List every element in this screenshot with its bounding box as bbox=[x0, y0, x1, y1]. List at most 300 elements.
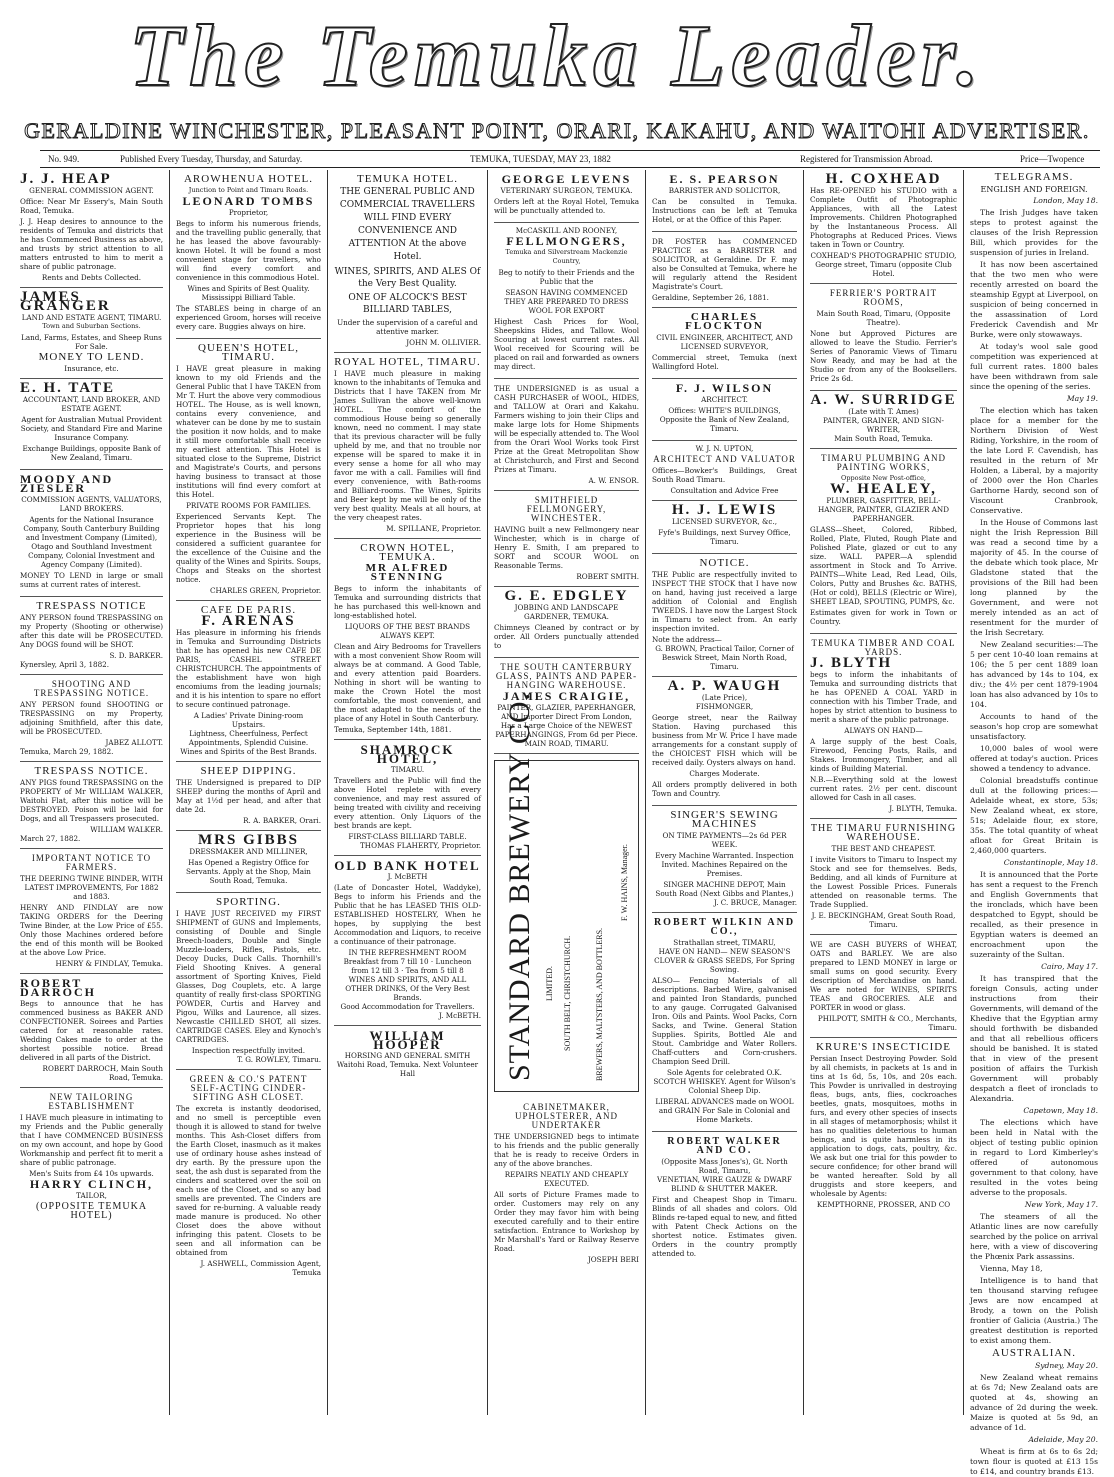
ad-signature: JABEZ ALLOTT. bbox=[105, 738, 163, 747]
ad-title: PAINTER, GRAINER, AND SIGN-WRITER, bbox=[823, 416, 944, 434]
ad-title: FISHMONGER, bbox=[695, 702, 754, 711]
ad-title: LICENSED SURVEYOR, &c., bbox=[671, 517, 778, 526]
ad-ash-closet bbox=[176, 1070, 321, 1282]
ad-body: HAVING built a new Fellmongery near Winchester, which is in charge of Henry E. Smith, I am prepared to SORT and SCOUR WOOL on Reasonable Terms. bbox=[494, 525, 639, 570]
ad-wines: Wines and Spirits of the Best Brands. bbox=[180, 747, 317, 756]
ad-footer: Geraldine, September 26, 1881. bbox=[652, 293, 769, 302]
ad-signature: J. C. BRUCE, Manager. bbox=[713, 898, 797, 907]
telegram-paragraph: New Zealand wheat remains at 6s 7d; New Zealand oats are quoted at 4s, showing an advance of 2d during the week. Maize is quoted at 5s 9d, an advance of 1d. bbox=[970, 1373, 1098, 1432]
ad-body: THE Public are respectfully invited to INSPECT THE STOCK that I have now on hand, having just received a large addition of Colonial and English TWEEDS. I have now the Largest Stock in Timaru to select from. An early inspection invited. bbox=[652, 570, 797, 633]
ad-name: H. J. LEWIS bbox=[671, 502, 778, 518]
ad-title: VETERINARY SURGEON, TEMUKA. bbox=[500, 186, 633, 195]
ad-title: COMMISSION AGENTS, VALUATORS, LAND BROKERS. bbox=[21, 495, 162, 513]
column-5 bbox=[646, 170, 804, 1415]
telegram-paragraph: May 19. bbox=[1066, 394, 1098, 403]
ad-body: Land, Farms, Estates, and Sheep Runs For Sale. bbox=[21, 333, 162, 351]
ad-cafe-de-paris bbox=[176, 601, 321, 762]
ad-title: LAND AND ESTATE AGENT, TIMARU. bbox=[21, 313, 162, 322]
ad-signature: PHILPOTT, SMITH & CO., Merchants, Timaru. bbox=[817, 1014, 957, 1032]
ad-body: J. J. Heap desires to announce to the residents of Temuka and districts that he has Commenced Business as above, and trusts by strict attention to all matters entrusted to him to merit a share of public patronage. bbox=[20, 217, 163, 271]
ad-name: G. E. EDGLEY bbox=[504, 588, 629, 604]
ad-studio: COXHEAD'S PHOTOGRAPHIC STUDIO, bbox=[810, 251, 957, 260]
telegram-paragraph: New Zealand securities:—The 5 per cent 10-40 loan remains at 106; the 5 per cent 1889 loan has advanced by 14s to 104, ex div.; the 4½ per cent 1879-1904 loan has also advanced by 10s to 104. bbox=[970, 640, 1098, 709]
ad-body: THE GENERAL PUBLIC AND COMMERCIAL TRAVELLERS WILL FIND EVERY CONVENIENCE AND ATTENTION At the above Hotel. bbox=[339, 187, 476, 262]
ad-billiard: ONE OF ALCOCK'S BEST BILLIARD TABLES, bbox=[348, 293, 467, 315]
ad-footer: Temuka, September 14th, 1881. bbox=[334, 725, 452, 734]
ad-name: W. HEALEY, bbox=[830, 481, 937, 497]
ad-hooper bbox=[334, 1026, 481, 1083]
ad-old-bank-hotel bbox=[334, 856, 481, 1026]
ad-body: ALSO— Fencing Materials of all descriptions. Barbed Wire, galvanised and painted Iron Standards, punched to any gauge. Corrugated Galvanised Iron. Oils and Paints. Wool Packs, Corn Sacks, and Twine. General Station Supplies. Spirits, Bottled Ale and Stout. Cambridge and Water Rollers. Chaff-cutters and Corn-crushers. Champion Seed Drill. bbox=[652, 976, 797, 1066]
ad-name: SHAMROCK HOTEL, bbox=[360, 742, 455, 766]
ad-heading: TIMARU PLUMBING AND PAINTING WORKS, bbox=[820, 453, 946, 472]
ad-signature: ROBERT SMITH. bbox=[576, 572, 639, 581]
ad-heading: TEMUKA HOTEL. bbox=[357, 173, 458, 185]
ad-signature: J. BLYTH, Temuka. bbox=[889, 804, 957, 813]
section-sub: ENGLISH AND FOREIGN. bbox=[980, 185, 1088, 194]
ad-philpott-smith bbox=[810, 935, 957, 1038]
ad-name: ROBERT WALKER AND CO. bbox=[667, 1136, 782, 1156]
telegram-paragraph: Adelaide, May 20. bbox=[1028, 1435, 1098, 1444]
ad-body: THE Undersigned is prepared to DIP SHEEP during the months of April and May at 1½d per head, and after that date 2d. bbox=[176, 778, 321, 814]
ad-signature: JOSEPH BERI bbox=[587, 1255, 639, 1264]
ad-body: I HAVE much pleasure in making known to the inhabitants of Temuka and Districts that I have TAKEN from Mr James Sullivan the above well-known HOTEL. The comfort of the commodious House being so generally known, need no comment. I may state that its previous character will be fully upheld by me, and that no trouble nor expense will be spared to make it in every sense a home for all who may favor me with a call. Families will find every convenience, with Bath-rooms and Billiard-rooms. The Wines, Spirits and Beer kept by me will be only of the very best quality. Meals at all hours, at the very cheapest rates. bbox=[334, 369, 481, 522]
ad-address: MAIN ROAD, TIMARU. bbox=[524, 739, 609, 748]
ad-body-2: A large supply of the best Coals, Firewood, Fencing Posts, Rails, and Stakes. Ironmongery, Timber, and all kinds of Building Material. bbox=[810, 737, 957, 773]
ad-sub: HAVE ON HAND— NEW SEASON'S CLOVER & GRASS SEEDS, For Spring Sowing. bbox=[654, 947, 795, 974]
ad-heading: THE SOUTH CANTERBURY GLASS, PAINTS AND PAPER-HANGING WAREHOUSE. bbox=[495, 662, 638, 690]
ad-heading: McCASKILL AND ROONEY, bbox=[515, 226, 618, 235]
ad-signature: M. SPILLANE, Proprietor. bbox=[386, 524, 481, 533]
ad-body: Offices—Bowker's Buildings, Great South Road Timaru. bbox=[652, 466, 797, 484]
ad-heading: SHEEP DIPPING. bbox=[200, 765, 297, 777]
ad-season: SEASON HAVING COMMENCED bbox=[505, 288, 628, 297]
ad-sheep-dipping bbox=[176, 762, 321, 831]
newspaper-title: The Temuka Leader. bbox=[129, 8, 985, 105]
ad-address: Waitohi Road, Temuka. Next Volunteer Hall bbox=[336, 1060, 479, 1078]
ad-name: F. ARENAS bbox=[201, 613, 296, 629]
ad-wilkin bbox=[652, 913, 797, 1132]
ad-body: Begs to inform the inhabitants of Temuka and surrounding districts that he has purchased this well-known and long-established hotel. bbox=[334, 584, 481, 620]
ad-heading: TRESPASS NOTICE bbox=[36, 600, 147, 612]
telegram-paragraph: Constantinople, May 18. bbox=[1003, 858, 1098, 867]
ad-lewis bbox=[652, 501, 797, 554]
ad-signature: G. BROWN, Practical Tailor, Corner of Beswick Street, Main North Road, Timaru. bbox=[655, 644, 794, 671]
ad-note: N.B.—Everything sold at the lowest current rates. 2½ per cent. discount allowed for Cash in all cases. bbox=[810, 775, 957, 802]
ad-body: THE UNDERSIGNED begs to intimate to his friends and the public generally that he is ready to receive Orders in any of the above branches. bbox=[494, 1132, 639, 1168]
ad-signature: S. D. BARKER. bbox=[109, 651, 163, 660]
ad-heading: FERRIER'S PORTRAIT ROOMS, bbox=[829, 288, 938, 307]
ad-heading: IMPORTANT NOTICE TO FARMERS. bbox=[31, 853, 152, 872]
newspaper-subtitle: GERALDINE WINCHESTER, PLEASANT POINT, ORARI, KAKAHU, AND WAITOHI ADVERTISER. bbox=[24, 118, 1090, 143]
ad-arowhenua-hotel bbox=[176, 170, 321, 339]
ad-title: CIVIL ENGINEER, ARCHITECT, AND LICENSED SURVEYOR, bbox=[656, 333, 793, 351]
ad-insecticide bbox=[810, 1038, 957, 1214]
ad-queens-hotel bbox=[176, 339, 321, 601]
ad-footer: Insurance, etc. bbox=[64, 364, 119, 373]
telegram-paragraph: It has now been ascertained that the two men who were recently arrested on board the steamship Egypt at Liverpool, on suspicion of being concerned in the assassination of Lord Frederick Cavendish and Mr Burke, were only stowaways. bbox=[970, 260, 1098, 339]
ad-stables: The STABLES being in charge of an experienced Groom, horses will receive every care. Buggies always on hire. bbox=[176, 304, 321, 331]
ad-name: FELLMONGERS, bbox=[506, 234, 627, 248]
ad-signature: KEMPTHORNE, PROSSER, AND CO bbox=[816, 1200, 951, 1209]
ad-body: I HAVE much pleasure in intimating to my Friends and the Public generally that I have COMMENCED BUSINESS on my own account, and hope by Good Workmanship and perfect fit to merit a share of public patronage. bbox=[20, 1113, 163, 1167]
telegram-paragraph: The election which has taken place for a member for the Northern Division of West Riding, Yorkshire, in the room of the late Lord F. Cavendish, has resulted in the return of Mr Holden, a Liberal, by a majority of 2000 over the Hon Charles Garthorne Hardy, second son of Viscount Cranbrook, Conservative. bbox=[970, 406, 1098, 515]
issue-date: TEMUKA, TUESDAY, MAY 23, 1882 bbox=[470, 154, 611, 164]
ad-body: GLASS—Sheet, Colored, Ribbed, Rolled, Plate, Fluted, Rough Plate and Polished Plate, glazed or cut to any size. WALL PAPER—A splendid assortment in Stock and To Arrive. PAINTS—White Lead, Red Lead, Oils, Colors, Putty and Brushes &c. BATHS, (Hot or cold), BELLS (Electric or Wire), SHEET LEAD, SPOUTING, PUMPS, &c. bbox=[810, 525, 957, 606]
ad-advances: LIBERAL ADVANCES made on WOOL and GRAIN For Sale in Colonial and Home Markets. bbox=[655, 1097, 794, 1124]
ad-name: HARRY CLINCH, bbox=[29, 1177, 154, 1191]
ad-signature: JOHN M. OLLIVIER. bbox=[406, 338, 481, 347]
ad-deering-binder bbox=[20, 849, 163, 974]
ad-wines: Wines and Spirits of Best Quality. bbox=[187, 284, 310, 293]
ad-sub: Town and Suburban Sections. bbox=[42, 322, 141, 330]
column-3 bbox=[328, 170, 488, 1415]
ad-title: GENERAL COMMISSION AGENT. bbox=[29, 186, 154, 195]
ad-body-2: Clean and Airy Bedrooms for Travellers with a most convenient Show Room will always be at command. A Good Table, and every attention paid Boarders. Nothing in short will be wanting to make the Crown Hotel the most comfortable, the most convenient, and the most adapted to the needs of the place of any Hotel in South Canterbury. bbox=[334, 642, 481, 723]
ad-footer: MONEY TO LEND in large or small sums at current rates of interest. bbox=[20, 571, 163, 589]
ad-body: Offices: WHITE'S BUILDINGS, Opposite the Bank of New Zealand, Timaru. bbox=[659, 406, 790, 433]
ad-royal-hotel bbox=[334, 353, 481, 539]
ad-heading: NOTICE. bbox=[699, 557, 750, 569]
telegram-paragraph: Capetown, May 18. bbox=[1023, 1106, 1098, 1115]
ad-name: CHARLES FLOCKTON bbox=[685, 311, 764, 332]
ad-name: MOODY AND ZIESLER bbox=[20, 472, 114, 495]
column-2 bbox=[170, 170, 328, 1415]
masthead bbox=[0, 0, 1114, 120]
ad-body: Begs to announce that he has commenced business as BAKER AND CONFECTIONER. Soirees and Parties catered for at reasonable rates. Wedding Cakes made to order at the shortest possible notice. Bread delivered in all parts of the District. bbox=[20, 999, 163, 1062]
ad-mrs-gibbs bbox=[176, 831, 321, 893]
ad-meals: Breakfast from 7 till 10 · Luncheon from 12 till 3 · Tea from 5 till 8 bbox=[343, 957, 472, 975]
ad-heading: TRESPASS NOTICE. bbox=[34, 765, 149, 777]
ad-light: Lightness, Cheerfulness, Perfect Appointments, Splendid Cuisine. bbox=[188, 729, 309, 747]
brewery-limited: LIMITED. bbox=[545, 966, 554, 1001]
ad-signature: J. ASHWELL, Commission Agent, Temuka bbox=[200, 1259, 321, 1277]
ad-footer: Kynersley, April 3, 1882. bbox=[20, 660, 110, 669]
ad-name: A. P. WAUGH bbox=[667, 678, 782, 694]
ad-heading: TEMUKA TIMBER AND COAL YARDS. bbox=[811, 638, 956, 657]
ad-heading: SMITHFIELD FELLMONGERY, WINCHESTER. bbox=[526, 495, 607, 523]
ad-title: BARRISTER AND SOLICITOR, bbox=[668, 186, 781, 195]
column-telegrams bbox=[964, 170, 1104, 1476]
ad-dining: A Ladies' Private Dining-room Upstairs. bbox=[193, 711, 304, 729]
ad-footer: Under the supervision of a careful and attentive marker. bbox=[337, 318, 478, 336]
ad-body: Begs to inform his numerous friends, and the travelling public generally, that he has leased the above favourably-known Hotel. It will be found a most convenient stage for travellers, who will find every comfort and convenience in this commodious Hotel. bbox=[176, 219, 321, 282]
ad-heading: AROWHENUA HOTEL. bbox=[183, 173, 314, 185]
ad-body: THE UNDERSIGNED is as usual a CASH PURCHASER of WOOL, HIDES, and TALLOW at Orari and Kakahu. Farmers wishing to join their Clips and make large lots for Home Shipments will be especially attended to. The Wool from the Orari Wool Works took First Prize at the Great Metropolitan Show at Christchurch, and First and Second Prizes at Timaru. bbox=[494, 384, 639, 474]
ad-name: W. J. N. UPTON, bbox=[695, 444, 754, 453]
ad-ensor bbox=[494, 379, 639, 491]
ad-sub: Temuka and Silverstream Mackenzie Country, bbox=[505, 248, 628, 265]
ad-sub: (Opposite Mass Jones's), Gt. North Road, Timaru, bbox=[661, 1157, 788, 1175]
ad-body: Every Machine Warranted. Inspection Invited. Machines Repaired on the Premises. bbox=[655, 851, 794, 878]
ad-address: (OPPOSITE TEMUKA HOTEL) bbox=[35, 1201, 148, 1221]
ad-sub: TIMARU. bbox=[390, 765, 425, 774]
ad-billiard: Mississippi Billiard Table. bbox=[201, 293, 296, 302]
ad-footer: All orders promptly delivered in both Town and Country. bbox=[652, 780, 797, 798]
registration-note: Registered for Transmission Abroad. bbox=[800, 154, 933, 164]
ad-footer: Temuka, March 29, 1882. bbox=[20, 747, 114, 756]
ad-name: ROBERT WILKIN AND CO., bbox=[653, 917, 796, 937]
ad-signature: CHARLES GREEN, Proprietor. bbox=[210, 586, 321, 595]
ad-heading: CABINETMAKER, UPHOLSTERER, AND UNDERTAKER bbox=[514, 1102, 618, 1130]
price: Price—Twopence bbox=[1020, 154, 1085, 164]
ad-heading: SHOOTING AND TRESPASSING NOTICE. bbox=[33, 679, 150, 698]
ad-brown-notice bbox=[652, 554, 797, 677]
telegram-paragraph: Vienna, May 18, bbox=[980, 1264, 1043, 1273]
telegram-paragraph: London, May 18. bbox=[1033, 196, 1098, 205]
ad-address: Main South Road, Temuka. bbox=[834, 434, 933, 443]
ad-name: E. H. TATE bbox=[20, 380, 116, 396]
section-heading-australian: AUSTRALIAN. bbox=[991, 1347, 1077, 1359]
ad-foster bbox=[652, 232, 797, 308]
ad-name: MRS GIBBS bbox=[198, 832, 299, 848]
ad-address: Main South Road, Timaru, (Opposite Theatre). bbox=[816, 309, 951, 327]
ad-body: Travellers and the Public will find the above Hotel replete with every convenience, and may rest assured of being treated with civility and receiving every attention. Only Liquors of the best brands are kept. bbox=[334, 776, 481, 830]
ad-title: DRESSMAKER AND MILLINER, bbox=[189, 847, 308, 856]
ad-depot: SINGER MACHINE DEPOT, Main South Road (Next Gibbs and Plantes,) bbox=[655, 880, 794, 898]
ad-healey bbox=[810, 449, 957, 634]
ad-walker-blinds bbox=[652, 1132, 797, 1265]
ad-title: VENETIAN, WIRE GAUZE & DWARF BLIND & SHUTTER MAKER. bbox=[657, 1175, 792, 1193]
ad-body: Agent for Australian Mutual Provident Society, and Standard Fire and Marine Insurance Company. bbox=[20, 415, 163, 442]
ad-heading: GREEN & CO.'S PATENT SELF-ACTING CINDER-SIFTING ASH CLOSET. bbox=[189, 1074, 308, 1102]
ad-sub: THE BEST AND CHEAPEST. bbox=[831, 844, 936, 853]
ad-name: J. BLYTH bbox=[810, 655, 893, 671]
ad-body: First and Cheapest Shop in Timaru. Blinds of all shades and colors. Old Blinds re-taped equal to new, and fitted with Patent Check Actions on the shortest notice. Estimates given. Orders in the country promptly attended to. bbox=[652, 1195, 797, 1258]
ad-heading: ROYAL HOTEL, TIMARU. bbox=[334, 356, 481, 368]
ad-surridge bbox=[810, 391, 957, 449]
ad-name: JAMES CRAIGIE, bbox=[502, 689, 631, 703]
ad-heading: KRURE'S INSECTICIDE bbox=[816, 1041, 951, 1053]
ad-heading: CROWN HOTEL, TEMUKA. bbox=[360, 542, 455, 563]
ad-sporting bbox=[176, 893, 321, 1070]
ad-title: ARCHITECT AND VALUATOR bbox=[653, 454, 796, 464]
ad-darroch bbox=[20, 974, 163, 1088]
ad-footer: Consultation and Advice Free bbox=[670, 486, 779, 495]
telegram-paragraph: Sydney, May 20. bbox=[1035, 1361, 1098, 1370]
telegram-paragraph: Accounts to hand of the season's hop crop are somewhat unsatisfactory. bbox=[970, 712, 1098, 741]
ad-edgley bbox=[494, 587, 639, 658]
section-heading: TELEGRAMS. bbox=[994, 171, 1074, 183]
brewery-location: SOUTH BELT, CHRISTCHURCH. bbox=[563, 935, 572, 1051]
ad-footer: Rents and Debts Collected. bbox=[41, 273, 142, 282]
ad-signature: THOMAS FLAHERTY, Proprietor. bbox=[360, 841, 481, 850]
ad-title: JOBBING AND LANDSCAPE GARDENER, TEMUKA. bbox=[514, 603, 619, 621]
ad-body: The excreta is instantly deodorised, and no smell is perceptible even though it is allowed to stand for twelve months. This Ash-Closet differs from the Earth Closet, inasmuch as it makes use of ordinary house ashes instead of dry earth. By the pressure upon the seat, the ash dust is separated from the cinders and scattered over the soil on each use of the Closet, and so any bad smells are prevented. The Cinders are saved for re-burning. A valuable ready made manure is produced. No other Closet does the above without infringing this patent. Closets to be seen and all information can be obtained from bbox=[176, 1104, 321, 1257]
ad-signature: R. A. BARKER, Orari. bbox=[243, 816, 321, 825]
ad-footer: Inspection respectfully invited. bbox=[191, 1046, 306, 1055]
ad-heap bbox=[20, 170, 163, 288]
ad-room: IN THE REFRESHMENT ROOM bbox=[348, 948, 467, 957]
ad-name: LEONARD TOMBS bbox=[182, 194, 315, 208]
ad-body: George street, near the Railway Station. Having purchased this business from Mr W. Price I have made arrangements for a constant supply of the CHOICEST FISH which will be received daily. Oysters always on hand. bbox=[652, 713, 797, 767]
publication-schedule: Published Every Tuesday, Thursday, and Saturday. bbox=[120, 154, 303, 164]
ad-billiard: FIRST-CLASS BILLIARD TABLE. bbox=[348, 832, 467, 841]
ad-body: I invite Visitors to Timaru to Inspect my Stock and see for themselves. Beds, Bedding, and all kinds of Furniture at the Lowest Possible Prices. Funerals attended on reasonable terms. The Trade Supplied. bbox=[810, 855, 957, 909]
ad-address: Note the address— bbox=[652, 635, 722, 644]
ad-body: Fyfe's Buildings, next Survey Office, Timaru. bbox=[658, 528, 791, 546]
telegram-paragraph: The elections which have been held in Natal with the object of testing public opinion in regard to Lord Kimberley's offered of autonomous government to that colony, have resulted in the votes being adverse to the proposals. bbox=[970, 1118, 1098, 1197]
ad-pearson bbox=[652, 170, 797, 232]
ad-body: Has pleasure in informing his friends in Temuka and Surrounding Districts that he has opened his new CAFE DE PARIS, CASHEL STREET CHRISTCHURCH. The appointments of the establishment have won high encomiums from the leading journals; and it is his intention to spare no effort to secure continued patronage. bbox=[176, 628, 321, 709]
ad-levens bbox=[494, 170, 639, 223]
ad-signature: WILLIAM WALKER. bbox=[90, 825, 163, 834]
ad-address: Opposite New Post-office, bbox=[841, 474, 926, 482]
telegram-paragraph: In the House of Commons last night the Irish Repression Bill was read a second time by a majority of 45. In the course of the debate which took place, Mr Gladstone stated that the provisions of the Bill had been long planned by the Government, and were not merely intended as an act of resentment for the murder of the Irish Secretary. bbox=[970, 518, 1098, 637]
ad-name: ROBERT DARROCH bbox=[20, 976, 96, 999]
ad-body: I HAVE JUST RECEIVED my FIRST SHIPMENT of GUNS and Implements, consisting of Double and Single Breech-loaders, Double and Single Muzzle-loaders, Rifles, Pistols, etc. Decoy Ducks, Duck Calls. Thornhill's Field Shooting Knives. A general assortment of Sporting Knives, Field Glasses, Dog Couplets, etc. A large quantity of really first-class SPORTING POWDER, Curtis and Harvey and Pigou, Wilks and Laurence, all sizes. Newcastle CHILLED SHOT, all sizes. CARTRIDGE CASES. Eley and Kynoch's CARTRIDGES. bbox=[176, 909, 321, 1044]
ad-body: (Late of Doncaster Hotel, Waddyke), Begs to inform his Friends and the Public that he has LEASED THIS OLD-ESTABLISHED HOSTELRY, When he hopes, by supplying the best Accommodation and Liquors, to receive a continuance of their patronage. bbox=[334, 883, 481, 946]
column-1 bbox=[14, 170, 170, 1415]
ad-moody-ziesler bbox=[20, 470, 163, 597]
ad-cabinetmaker bbox=[494, 1098, 639, 1269]
ad-title: TAILOR, bbox=[76, 1191, 107, 1200]
ad-title: ARCHITECT. bbox=[701, 395, 748, 404]
dateline bbox=[40, 150, 1100, 168]
telegram-paragraph: New York, May 17. bbox=[1024, 1200, 1098, 1209]
ad-name: MR ALFRED STENNING bbox=[365, 562, 450, 583]
ad-name: WILLIAM HOOPER bbox=[369, 1028, 446, 1052]
ad-title: PLUMBER, GASFITTER, BELL-HANGER, PAINTER, GLAZIER AND PAPERHANGER. bbox=[818, 496, 949, 523]
issue-number: No. 949. bbox=[48, 154, 80, 164]
ad-body: Orders left at the Royal Hotel, Temuka will be punctually attended to. bbox=[494, 197, 639, 215]
ad-trespass-walker bbox=[20, 762, 163, 849]
column-6 bbox=[804, 170, 964, 1415]
ad-tate bbox=[20, 379, 163, 470]
ad-clinch bbox=[20, 1088, 163, 1227]
telegram-paragraph: Intelligence is to hand that ten thousand starving refugee Jews are now encamped at Brody, a town on the Polish frontier of Galicia (Austria.) The greatest destitution is reported to exist among them. bbox=[970, 1276, 1098, 1345]
ad-wines: WINES AND SPIRITS, AND ALL OTHER DRINKS, Of the Very Best Brands. bbox=[345, 975, 470, 1002]
ad-upton bbox=[652, 441, 797, 501]
ad-footer: Good Accommodation for Travellers. bbox=[340, 1002, 475, 1011]
ad-coxhead bbox=[810, 170, 957, 284]
brewery-manager: F. W. HAINS, Manager. bbox=[620, 844, 629, 921]
ad-body: Can be consulted in Temuka. Instructions can be left at Temuka Hotel, or at the Office of this Paper. bbox=[652, 197, 797, 224]
ad-body: ANY PIGS found TRESPASSING on the PROPERTY of Mr WILLIAM WALKER, Waitohi Flat, after this notice will be DESTROYED. Poison will be laid for Dogs, and all Trespassers prosecuted. bbox=[20, 778, 163, 823]
telegram-paragraph: Wheat is firm at 6s to 6s 2d; town flour is quoted at £13 15s to £14, and country brands £13. bbox=[970, 1447, 1098, 1476]
ad-wines: WINES, SPIRITS, AND ALES Of the Very Best Quality. bbox=[334, 267, 481, 289]
ad-body: begs to inform the inhabitants of Temuka and surrounding districts that he has OPENED A COAL YARD in connection with his Timber Trade, and hopes by strict attention to business to merit a share of the public patronage. bbox=[810, 670, 957, 724]
ad-heading: SINGER'S SEWING MACHINES bbox=[670, 809, 779, 830]
ad-body: None but Approved Pictures are allowed to leave the Studio. Ferrier's Series of Panoramic Views of Timaru Now Ready, and may be had at the Studio or from any of the Booksellers. Price 2s 6d. bbox=[810, 329, 957, 383]
ad-body-2: Experienced Servants Kept. The Proprietor hopes that his long experience in the Business will be considered a sufficient guarantee for the excellence of the Cuisine and the quality of the Wines and Spirits. Soups, Chops and Steaks on the shortest notice. bbox=[176, 512, 321, 584]
columns bbox=[14, 170, 1104, 1476]
ad-body: ANY PERSON found SHOOTING or TRESPASSING on my Property, adjoining Smithfield, after this date, will be PROSECUTED. bbox=[20, 700, 163, 736]
ad-signature: A. W. ENSOR. bbox=[588, 476, 639, 485]
ad-trespass-barker bbox=[20, 597, 163, 675]
ad-charges: Charges Moderate. bbox=[689, 769, 760, 778]
ad-name: A. W. SURRIDGE bbox=[810, 392, 957, 408]
ad-footer: Estimates given for work in Town or Country. bbox=[810, 608, 957, 626]
ad-body: Beg to notify to their Friends and the Public that the bbox=[498, 268, 635, 286]
ad-signature: J. McBETH. bbox=[438, 1011, 481, 1020]
ad-name: E. S. PEARSON bbox=[669, 172, 780, 186]
brewery-name: STANDARD BREWERY CO. bbox=[503, 691, 536, 1081]
ad-money: MONEY TO LEND. bbox=[38, 351, 145, 363]
ad-signature: J. E. BECKINGHAM, Great South Road, Timaru. bbox=[811, 911, 956, 929]
column-4 bbox=[488, 170, 646, 1415]
ad-address: George street, Timaru (opposite Club Hotel. bbox=[815, 260, 952, 278]
ad-waugh bbox=[652, 677, 797, 806]
ad-trespass-allott bbox=[20, 675, 163, 762]
ad-body: I HAVE great pleasure in making known to my old Friends and the General Public that I have TAKEN from Mr T. Hurt the above very commodious HOTEL. The House, as is well known, contains every convenience, and whatever can be done by me to sustain the position it now holds, and to make it still more comfortable shall receive my earliest attention. This Hotel is situated close to the Supreme, District and Magistrate's Courts, and persons having business to transact at those institutions will find every comfort at this Hotel. bbox=[176, 364, 321, 499]
ad-ferrier bbox=[810, 284, 957, 391]
ad-sub: (Late with T. Ames) bbox=[848, 407, 919, 416]
telegram-list bbox=[970, 196, 1098, 1346]
ad-footer: March 27, 1882. bbox=[20, 834, 81, 843]
ad-smithfield-fellmongery bbox=[494, 491, 639, 587]
ad-title: PAINTER, GLAZIER, PAPERHANGER, AND Importer Direct From London, Has a Large Choice of the NEWEST PAPERHANGINGS, From 6d per Piece. bbox=[495, 703, 638, 739]
ad-blyth bbox=[810, 634, 957, 819]
ad-footer: Men's Suits from £4 10s upwards. bbox=[29, 1169, 154, 1178]
ad-sub: (Late Price), bbox=[701, 693, 748, 702]
ad-name: GEORGE LEVENS bbox=[501, 172, 632, 186]
ad-body: Has Opened a Registry Office for Servants. Apply at the Shop, Main South Road, Temuka. bbox=[186, 858, 311, 885]
ad-always: ALWAYS ON HAND— bbox=[844, 726, 923, 735]
ad-body: HENRY AND FINDLAY are now TAKING ORDERS for the Deering Twine Binder, at the Low Price of £55. Only those Machines ordered before the end of this month will be Booked at the above Low Price. bbox=[20, 903, 163, 957]
ad-mccaskill-rooney bbox=[494, 223, 639, 379]
ad-office: Office: Near Mr Essery's, Main South Road, Temuka. bbox=[20, 197, 163, 215]
ad-sub: Junction to Point and Timaru Roads. bbox=[188, 186, 309, 194]
ad-liquors: LIQUORS OF THE BEST BRANDS ALWAYS KEPT. bbox=[344, 622, 471, 640]
ad-body-2: All sorts of Picture Frames made to order. Customers may rely on any Order they may favor him with being executed carefully and to their entire satisfaction. Entrance to Workshop by Mr Marshall's Yard or Railway Reserve Road. bbox=[494, 1190, 639, 1253]
ad-role: Proprietor, bbox=[228, 208, 269, 217]
ad-body: Agents for the National Insurance Company, South Canterbury Building and Investment Company (Limited), Otago and Southland Investment Company, Colonial Investment and Agency Company (Limited). bbox=[23, 515, 160, 569]
brewery-trade: BREWERS, MALTSTERS, AND BOTTLERS. bbox=[595, 927, 604, 1081]
ad-sub: THE DEERING TWINE BINDER, WITH LATEST IMPROVEMENTS, For 1882 and 1883. bbox=[20, 874, 163, 901]
ad-body: Persian Insect Destroying Powder. Sold by all chemists, in packets at 1s and in tins at 1s 6d, 5s, 10s, and 20s each. This Powder is unrivalled in destroying fleas, bugs, ants, flies, cockroaches beetles, gnats, mosquitoes, moths in furs, and every other species of insects in all stages of metamorphosis; whilst it has no qualities deleterious to human beings, and is quite harmless in its application to dogs, cats, poultry, &c. We ask but one trial for this powder to secure confidence; for other brand will be wanted hereafter. Sold by all druggists and store keepers, and wholesale by Agents: bbox=[810, 1054, 957, 1198]
telegram-paragraph: It has transpired that the foreign Consuls, acting under instructions from their Governments, will demand of the Khedive that the Egyptian army should forthwith be disbanded and that all rebellious officers should be banished. It is stated that in view of the present position of affairs the Turkish Government will probably despatch a fleet of ironclads to Alexandria. bbox=[970, 974, 1098, 1103]
telegram-paragraph: At today's wool sale good competition was experienced at full current rates. 1800 bales have been withdrawn from sale since the opening of the series. bbox=[970, 342, 1098, 391]
ad-heading: SPORTING. bbox=[216, 896, 281, 908]
ad-wilson bbox=[652, 379, 797, 441]
ad-crown-hotel bbox=[334, 539, 481, 740]
ad-address: Commercial street, Temuka (next Wallingford Hotel. bbox=[652, 353, 797, 371]
ad-address: Strathallan street, TIMARU, bbox=[673, 938, 776, 947]
australian-list bbox=[970, 1361, 1098, 1477]
ad-name: OLD BANK HOTEL bbox=[334, 858, 481, 873]
ad-heading: THE TIMARU FURNISHING WAREHOUSE. bbox=[810, 823, 957, 843]
ad-body: ANY PERSON found TRESPASSING on my Property (Shooting or otherwise) after this date will be PROSECUTED. Any DOGS found will be SHOT. bbox=[20, 613, 163, 649]
ad-footer: Exchange Buildings, opposite Bank of New Zealand, Timaru. bbox=[22, 444, 161, 462]
ad-flockton bbox=[652, 308, 797, 379]
ad-name: JAMES GRANGER bbox=[20, 289, 111, 314]
ad-name: H. COXHEAD bbox=[825, 171, 942, 187]
telegram-paragraph: Cairo, May 17. bbox=[1041, 962, 1098, 971]
ad-body: HORSING AND GENERAL SMITH bbox=[344, 1051, 471, 1060]
ad-heading: NEW TAILORING ESTABLISHMENT bbox=[48, 1092, 135, 1111]
ad-sub: ON TIME PAYMENTS—2s 6d PER WEEK. bbox=[662, 831, 787, 849]
ad-name: J. J. HEAP bbox=[20, 171, 112, 187]
ad-body-2: Highest Cash Prices for Wool, Sheepskins Hides, and Tallow. Wool Scouring at lowest current rates. All Wool received for Scouring will be placed on rail and forwarded as owners may direct. bbox=[494, 317, 639, 371]
ad-repairs: REPAIRS NEATLY AND CHEAPLY EXECUTED. bbox=[504, 1170, 629, 1188]
ad-footer: Sole Agents for celebrated O.K. SCOTCH WHISKEY. Agent for Wilson's Colonial Sheep Dip. bbox=[653, 1068, 796, 1095]
ad-sub: J. McBETH bbox=[387, 872, 428, 881]
ad-title: ACCOUNTANT, LAND BROKER, AND ESTATE AGENT. bbox=[22, 395, 161, 413]
ad-body: Has RE-OPENED his STUDIO with a Complete Outfit of Photographic Appliances, with all the Latest Improvements. Children Photographed by the Instantaneous Process. All Photographs at Reduced Prices. Views taken in Town or Country. bbox=[810, 186, 957, 249]
ad-body: WE are CASH BUYERS of WHEAT, OATS and BARLEY. We are also prepared to LEND MONEY in large or small sums on good security. Every description of Merchandise on hand. We are noted for WINES, SPIRITS TEAS and GROCERIES. ALE and PORTER in wood or glass. bbox=[810, 940, 957, 1012]
ad-shamrock-hotel bbox=[334, 740, 481, 856]
ad-heading: CAFE DE PARIS. bbox=[200, 604, 297, 616]
ad-signature: ROBERT DARROCH, Main South Road, Temuka. bbox=[42, 1064, 163, 1082]
ad-signature: HENRY & FINDLAY, Temuka. bbox=[55, 959, 163, 968]
telegram-paragraph: Colonial breadstuffs continue dull at the following prices:—Adelaide wheat, ex store, 53s; New Zealand wheat, ex store, 51s; Adelaide flour, ex store, 35s. The total quantity of wheat afloat for Great Britain is 2,460,000 quarters. bbox=[970, 776, 1098, 855]
ad-temuka-hotel bbox=[334, 170, 481, 353]
ad-signature: T. G. ROWLEY, Timaru. bbox=[236, 1055, 321, 1064]
ad-body: DR FOSTER has COMMENCED PRACTICE as a BARRISTER and SOLICITOR, at Geraldine. Dr F. may also be Consulted at Temuka, where he will regularly attend the Resident Magistrate's Court. bbox=[652, 237, 797, 291]
ad-body: Chimneys Cleaned by contract or by order. All Orders punctually attended to bbox=[494, 623, 639, 650]
ad-granger bbox=[20, 288, 163, 379]
